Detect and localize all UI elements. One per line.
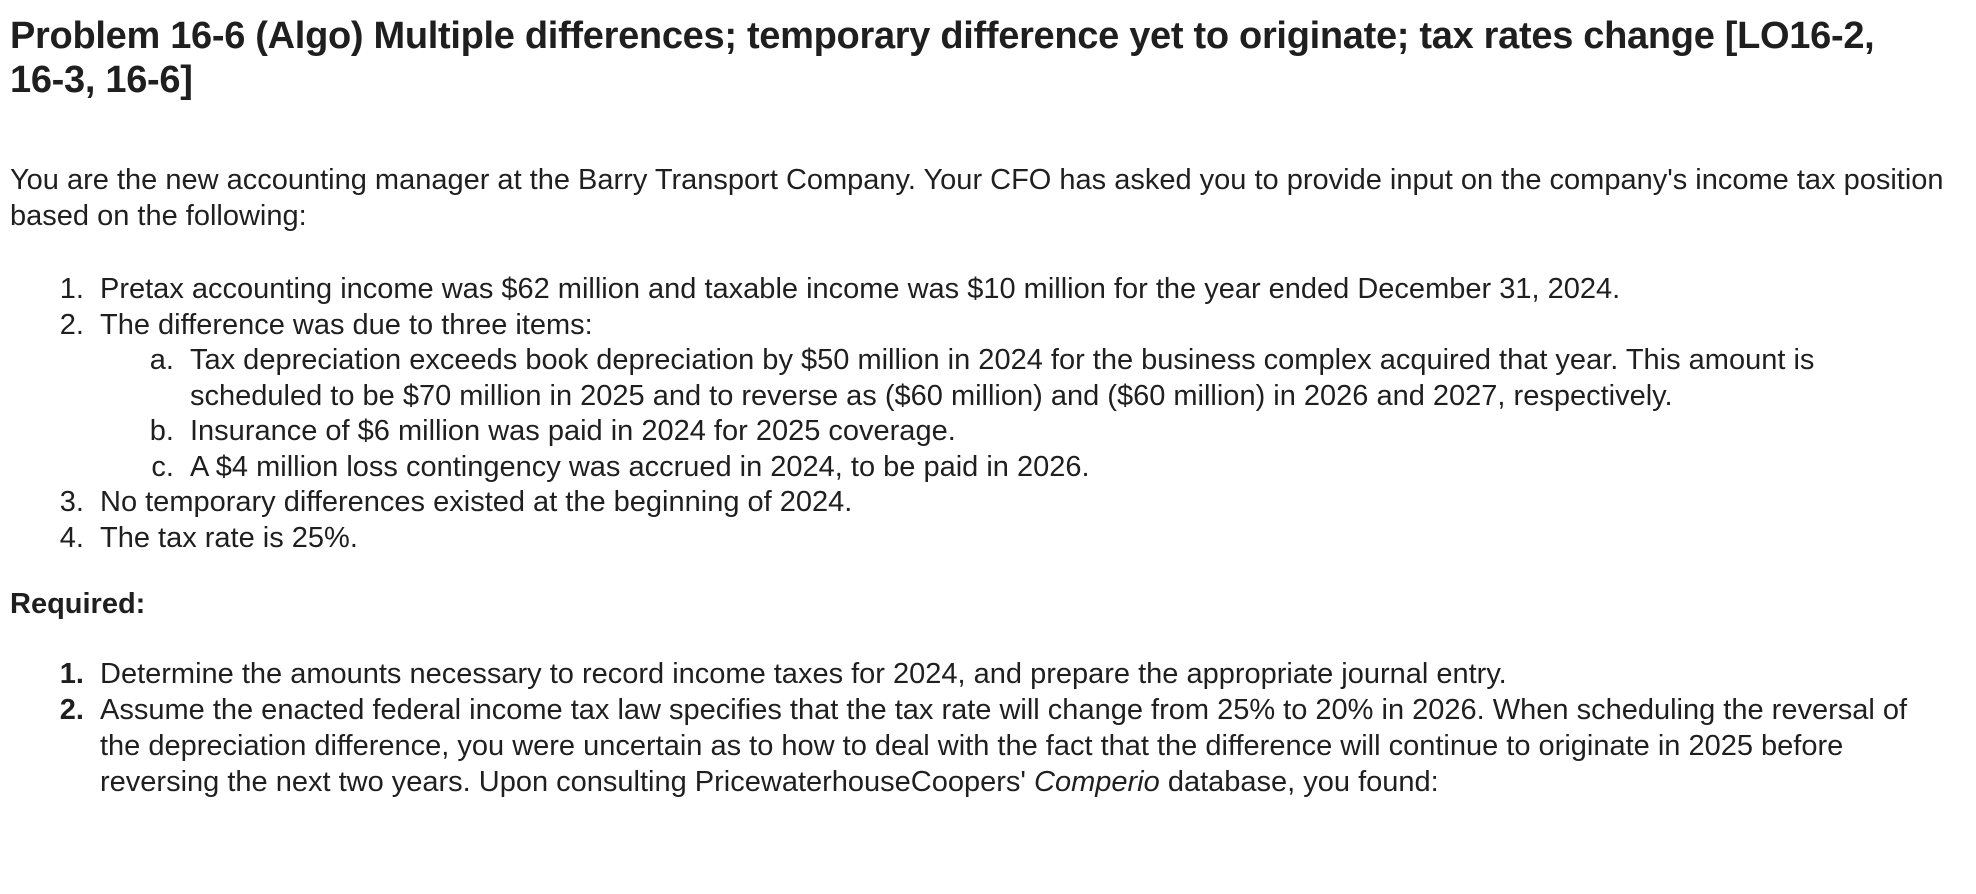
facts-list bbox=[10, 272, 1950, 556]
required-text: Determine the amounts necessary to record income taxes for 2024, and prepare the appropriate journal entry. bbox=[100, 658, 1507, 690]
required-item bbox=[92, 656, 1950, 692]
fact-text: The tax rate is 25%. bbox=[100, 521, 358, 554]
comperio-database-name: Comperio bbox=[1034, 766, 1160, 798]
problem-intro: You are the new accounting manager at the Barry Transport Company. Your CFO has asked you to provide input on the company's income tax position based on the following: bbox=[10, 164, 1944, 232]
fact-item bbox=[92, 308, 1950, 486]
fact-item bbox=[92, 272, 1950, 308]
difference-item bbox=[182, 414, 1950, 450]
difference-text: Insurance of $6 million was paid in 2024 for 2025 coverage. bbox=[190, 415, 956, 447]
difference-item bbox=[182, 450, 1950, 486]
difference-item bbox=[182, 343, 1950, 414]
required-heading: Required: bbox=[10, 588, 146, 620]
difference-text: Tax depreciation exceeds book depreciation by $50 million in 2024 for the business complex acquired that year. This amount is scheduled to be $70 million in 2025 and to reverse as ($60 million) and ($60 million) in 2026 and 2027, respectively. bbox=[190, 344, 1815, 412]
problem-title: Problem 16-6 (Algo) Multiple differences; temporary difference yet to originate; tax rates change [LO16-2, 16-3, 16-6] bbox=[10, 15, 1875, 101]
fact-text: Pretax accounting income was $62 million and taxable income was $10 million for the year ended December 31, 2024. bbox=[100, 273, 1621, 305]
required-item bbox=[92, 692, 1950, 800]
fact-text: No temporary differences existed at the beginning of 2024. bbox=[100, 486, 853, 518]
fact-text: The difference was due to three items: bbox=[100, 308, 593, 341]
fact-item bbox=[92, 521, 1950, 557]
required-list bbox=[10, 656, 1950, 800]
difference-items-list bbox=[100, 343, 1950, 485]
fact-item bbox=[92, 485, 1950, 521]
required-text-continued: database, you found: bbox=[1167, 766, 1439, 798]
required-text: Assume the enacted federal income tax law specifies that the tax rate will change from 25% to 20% in 2026. When scheduling the reversal of the depreciation difference, you were uncertain as to how to deal with the fact that the difference will continue to originate in 2025 before reversing the next two years. Upon consulting PricewaterhouseCoopers' bbox=[100, 694, 1908, 798]
difference-text: A $4 million loss contingency was accrued in 2024, to be paid in 2026. bbox=[190, 450, 1090, 483]
